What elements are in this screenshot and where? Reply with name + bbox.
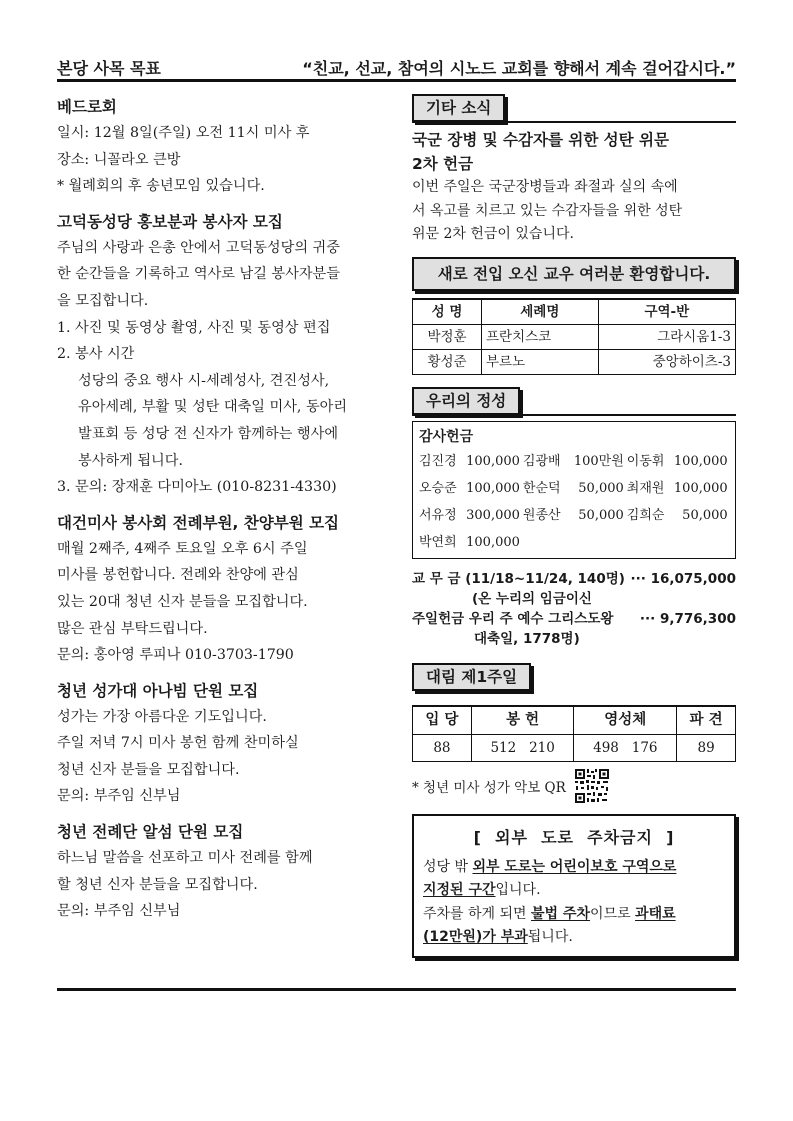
table-row <box>413 324 736 349</box>
section-alseom-liturgy <box>57 819 387 925</box>
donor <box>627 448 731 475</box>
edu-fee-label: 교 무 금 (11/18~11/24, 140명) <box>412 570 625 587</box>
mass-stats-table <box>412 705 736 762</box>
text-span: 주차를 하게 되면 <box>423 905 532 922</box>
donor-name: 김희순 <box>626 507 665 523</box>
table-cell: 그라시움1-3 <box>598 324 735 349</box>
offering-totals <box>412 569 736 649</box>
donor <box>523 502 627 529</box>
news-title: 국군 장병 및 수감자를 위한 성탄 위문 <box>412 131 669 149</box>
donor-row <box>419 448 731 475</box>
donor-amount: 50,000 <box>578 480 624 496</box>
donor-amount: 50,000 <box>578 507 624 523</box>
table-cell: 황성준 <box>413 349 482 374</box>
column-header: 세례명 <box>482 299 599 325</box>
text-line <box>423 903 725 927</box>
text-line: 성가는 가장 아름다운 기도입니다. <box>57 708 267 725</box>
parking-title: [ 외부 도로 주차금지 ] <box>473 827 675 847</box>
text-line: 을 모집합니다. <box>57 292 149 309</box>
parking-notice <box>412 814 736 958</box>
donor-amount: 100만원 <box>573 453 624 469</box>
top-rule <box>57 79 736 82</box>
table-cell: 512 210 <box>471 734 574 761</box>
table-cell: 중앙하이츠-3 <box>598 349 735 374</box>
text-line: 봉사하게 됩니다. <box>78 452 183 469</box>
donor <box>419 448 523 475</box>
section-other-news <box>412 128 736 247</box>
new-members-table <box>412 298 736 375</box>
section-title: 청년 성가대 아나빔 단원 모집 <box>57 681 259 700</box>
text-line: 있는 20대 청년 신자 분들을 모집합니다. <box>57 593 308 610</box>
text-line: 하느님 말씀을 선포하고 미사 전례를 함께 <box>57 850 313 867</box>
section-peter <box>57 94 387 200</box>
news-title: 2차 헌금 <box>412 155 474 173</box>
sunday-offering-note: 대축일, 1778명) <box>474 630 580 647</box>
donor-row <box>419 502 731 529</box>
donor-amount: 100,000 <box>673 480 728 496</box>
emphasis-text: 지정된 구간 <box>423 882 496 898</box>
edu-fee-amount: ··· 16,075,000 <box>630 570 736 587</box>
section-pr-volunteer <box>57 209 387 501</box>
donor-amount: 50,000 <box>682 507 728 523</box>
text-line <box>423 856 725 880</box>
donor-name: 김광배 <box>522 453 561 469</box>
donor-amount: 100,000 <box>466 453 520 469</box>
text-line: 일시: 12월 8일(주일) 오전 11시 미사 후 <box>57 125 310 141</box>
text-line <box>423 879 725 903</box>
text-line: 매월 2째주, 4째주 토요일 오후 6시 주일 <box>57 540 308 557</box>
text-line: 위문 2차 헌금이 있습니다. <box>412 226 574 242</box>
right-column <box>412 94 736 958</box>
text-line: 많은 관심 부탁드립니다. <box>57 620 208 637</box>
text-line: * 월례회의 후 송년모임 있습니다. <box>57 178 265 195</box>
donor-amount: 300,000 <box>466 507 520 523</box>
donor-amount: 100,000 <box>466 480 520 496</box>
donor-amount: 100,000 <box>673 453 728 469</box>
text-line: 서 옥고를 치르고 있는 수감자들을 위한 성탄 <box>412 202 683 219</box>
donor-name: 서유정 <box>419 507 457 523</box>
donor-row <box>419 475 731 502</box>
section-title: 청년 전례단 알섬 단원 모집 <box>57 823 244 842</box>
emphasis-text: 과태료 <box>635 905 676 922</box>
emphasis-text: 외부 도로는 어린이보호 구역으로 <box>472 858 677 875</box>
qr-line <box>412 768 736 804</box>
contact-line: 3. 문의: 장재훈 다미아노 (010-8231-4330) <box>57 479 337 496</box>
text-line: 청년 신자 분들을 모집합니다. <box>57 761 240 778</box>
contact-line: 문의: 부주임 신부님 <box>57 903 181 920</box>
text-line: 유아세례, 부활 및 성탄 대축일 미사, 동아리 <box>78 399 348 416</box>
donor-name: 이동휘 <box>626 453 665 469</box>
donor <box>627 475 731 502</box>
tag-label: 대림 제1주일 <box>412 663 531 691</box>
donor <box>523 448 627 475</box>
donor-amount: 100,000 <box>466 534 520 550</box>
donor <box>419 475 523 502</box>
column-header: 구역-반 <box>598 299 735 325</box>
section-daegun-mass <box>57 510 387 669</box>
sunday-offering-label: 주일헌금 우리 주 예수 그리스도왕 <box>412 610 614 627</box>
donor-name: 한순덕 <box>522 480 561 496</box>
text-line: 발표회 등 성당 전 신자가 함께하는 행사에 <box>78 425 339 442</box>
text-line: 한 순간들을 기록하고 역사로 남길 봉사자분들 <box>57 266 340 283</box>
text-line: 미사를 봉헌합니다. 전례와 찬양에 관심 <box>57 567 299 584</box>
donor <box>627 502 731 529</box>
list-item: 1. 사진 및 동영상 촬영, 사진 및 동영상 편집 <box>57 319 331 336</box>
list-item: 2. 봉사 시간 <box>57 346 135 363</box>
donor-name: 박연희 <box>419 534 457 550</box>
section-title: 고덕동성당 홍보분과 봉사자 모집 <box>57 212 283 231</box>
text-line: 성당의 중요 행사 시-세례성사, 견진성사, <box>78 372 330 389</box>
header-motto: “친교, 선교, 참여의 시노드 교회를 향해서 계속 걸어갑시다.” <box>302 59 736 78</box>
qr-caption: * 청년 미사 성가 악보 QR <box>412 779 566 796</box>
text-line <box>423 926 725 950</box>
table-cell: 프란치스코 <box>482 324 599 349</box>
donor-row <box>419 529 731 556</box>
section-anawim-choir <box>57 678 387 810</box>
edu-fee-note: (온 누리의 임금이신 <box>472 590 592 607</box>
donor-name: 원종산 <box>522 507 561 523</box>
header-left-title: 본당 사목 목표 <box>57 59 161 78</box>
section-title: 베드로회 <box>57 98 117 116</box>
column-header: 영성체 <box>574 706 677 735</box>
page-header <box>57 54 736 78</box>
thanks-offering-box <box>412 421 736 559</box>
contact-line: 문의: 홍아영 루피나 010-3703-1790 <box>57 647 294 664</box>
column-header: 성 명 <box>413 299 482 325</box>
text-line: 주일 저녁 7시 미사 봉헌 함께 찬미하실 <box>57 735 299 752</box>
offerings-tag <box>412 387 736 415</box>
donor-name: 김진경 <box>419 453 457 469</box>
advent-tag <box>412 663 736 691</box>
table-header-row <box>413 706 736 735</box>
emphasis-text: (12만원)가 부과 <box>423 929 528 945</box>
text-span: 입니다. <box>495 882 541 898</box>
table-cell: 89 <box>677 734 736 761</box>
text-span: 성당 밖 <box>423 858 473 875</box>
sunday-offering-amount: ··· 9,776,300 <box>639 610 736 627</box>
column-header: 봉 헌 <box>471 706 574 735</box>
thanks-offering-label: 감사헌금 <box>419 428 474 445</box>
table-row <box>413 349 736 374</box>
table-header-row <box>413 299 736 325</box>
qr-code-icon[interactable] <box>574 768 610 804</box>
table-cell: 부르노 <box>482 349 599 374</box>
text-line: 이번 주일은 국군장병들과 좌절과 실의 속에 <box>412 179 678 195</box>
edu-fee-row <box>412 569 736 589</box>
text-span: 이므로 <box>590 905 636 922</box>
text-line: 장소: 니꼴라오 큰방 <box>57 151 181 168</box>
column-header: 파 견 <box>677 706 736 735</box>
table-cell: 박정훈 <box>413 324 482 349</box>
donor-name: 오승준 <box>419 480 457 496</box>
contact-line: 문의: 부주임 신부님 <box>57 788 181 805</box>
donor-name: 최재원 <box>626 480 665 496</box>
donor <box>419 502 523 529</box>
bottom-rule <box>57 988 736 991</box>
left-column <box>57 94 387 925</box>
table-cell: 88 <box>413 734 472 761</box>
text-span: 됩니다. <box>527 929 573 945</box>
sunday-offering-row <box>412 609 736 629</box>
donor <box>523 475 627 502</box>
emphasis-text: 불법 주차 <box>531 905 591 922</box>
section-title: 대건미사 봉사회 전례부원, 찬양부원 모집 <box>57 513 340 532</box>
other-news-tag <box>412 94 736 122</box>
table-cell: 498 176 <box>574 734 677 761</box>
text-line: 주님의 사랑과 은총 안에서 고덕동성당의 귀중 <box>57 239 340 256</box>
column-header: 입 당 <box>413 706 472 735</box>
donor <box>419 529 523 556</box>
text-line: 할 청년 신자 분들을 모집합니다. <box>57 876 258 893</box>
tag-label: 기타 소식 <box>412 94 505 122</box>
tag-label: 우리의 정성 <box>412 387 520 415</box>
table-row <box>413 734 736 761</box>
welcome-banner: 새로 전입 오신 교우 여러분 환영합니다. <box>412 257 736 291</box>
